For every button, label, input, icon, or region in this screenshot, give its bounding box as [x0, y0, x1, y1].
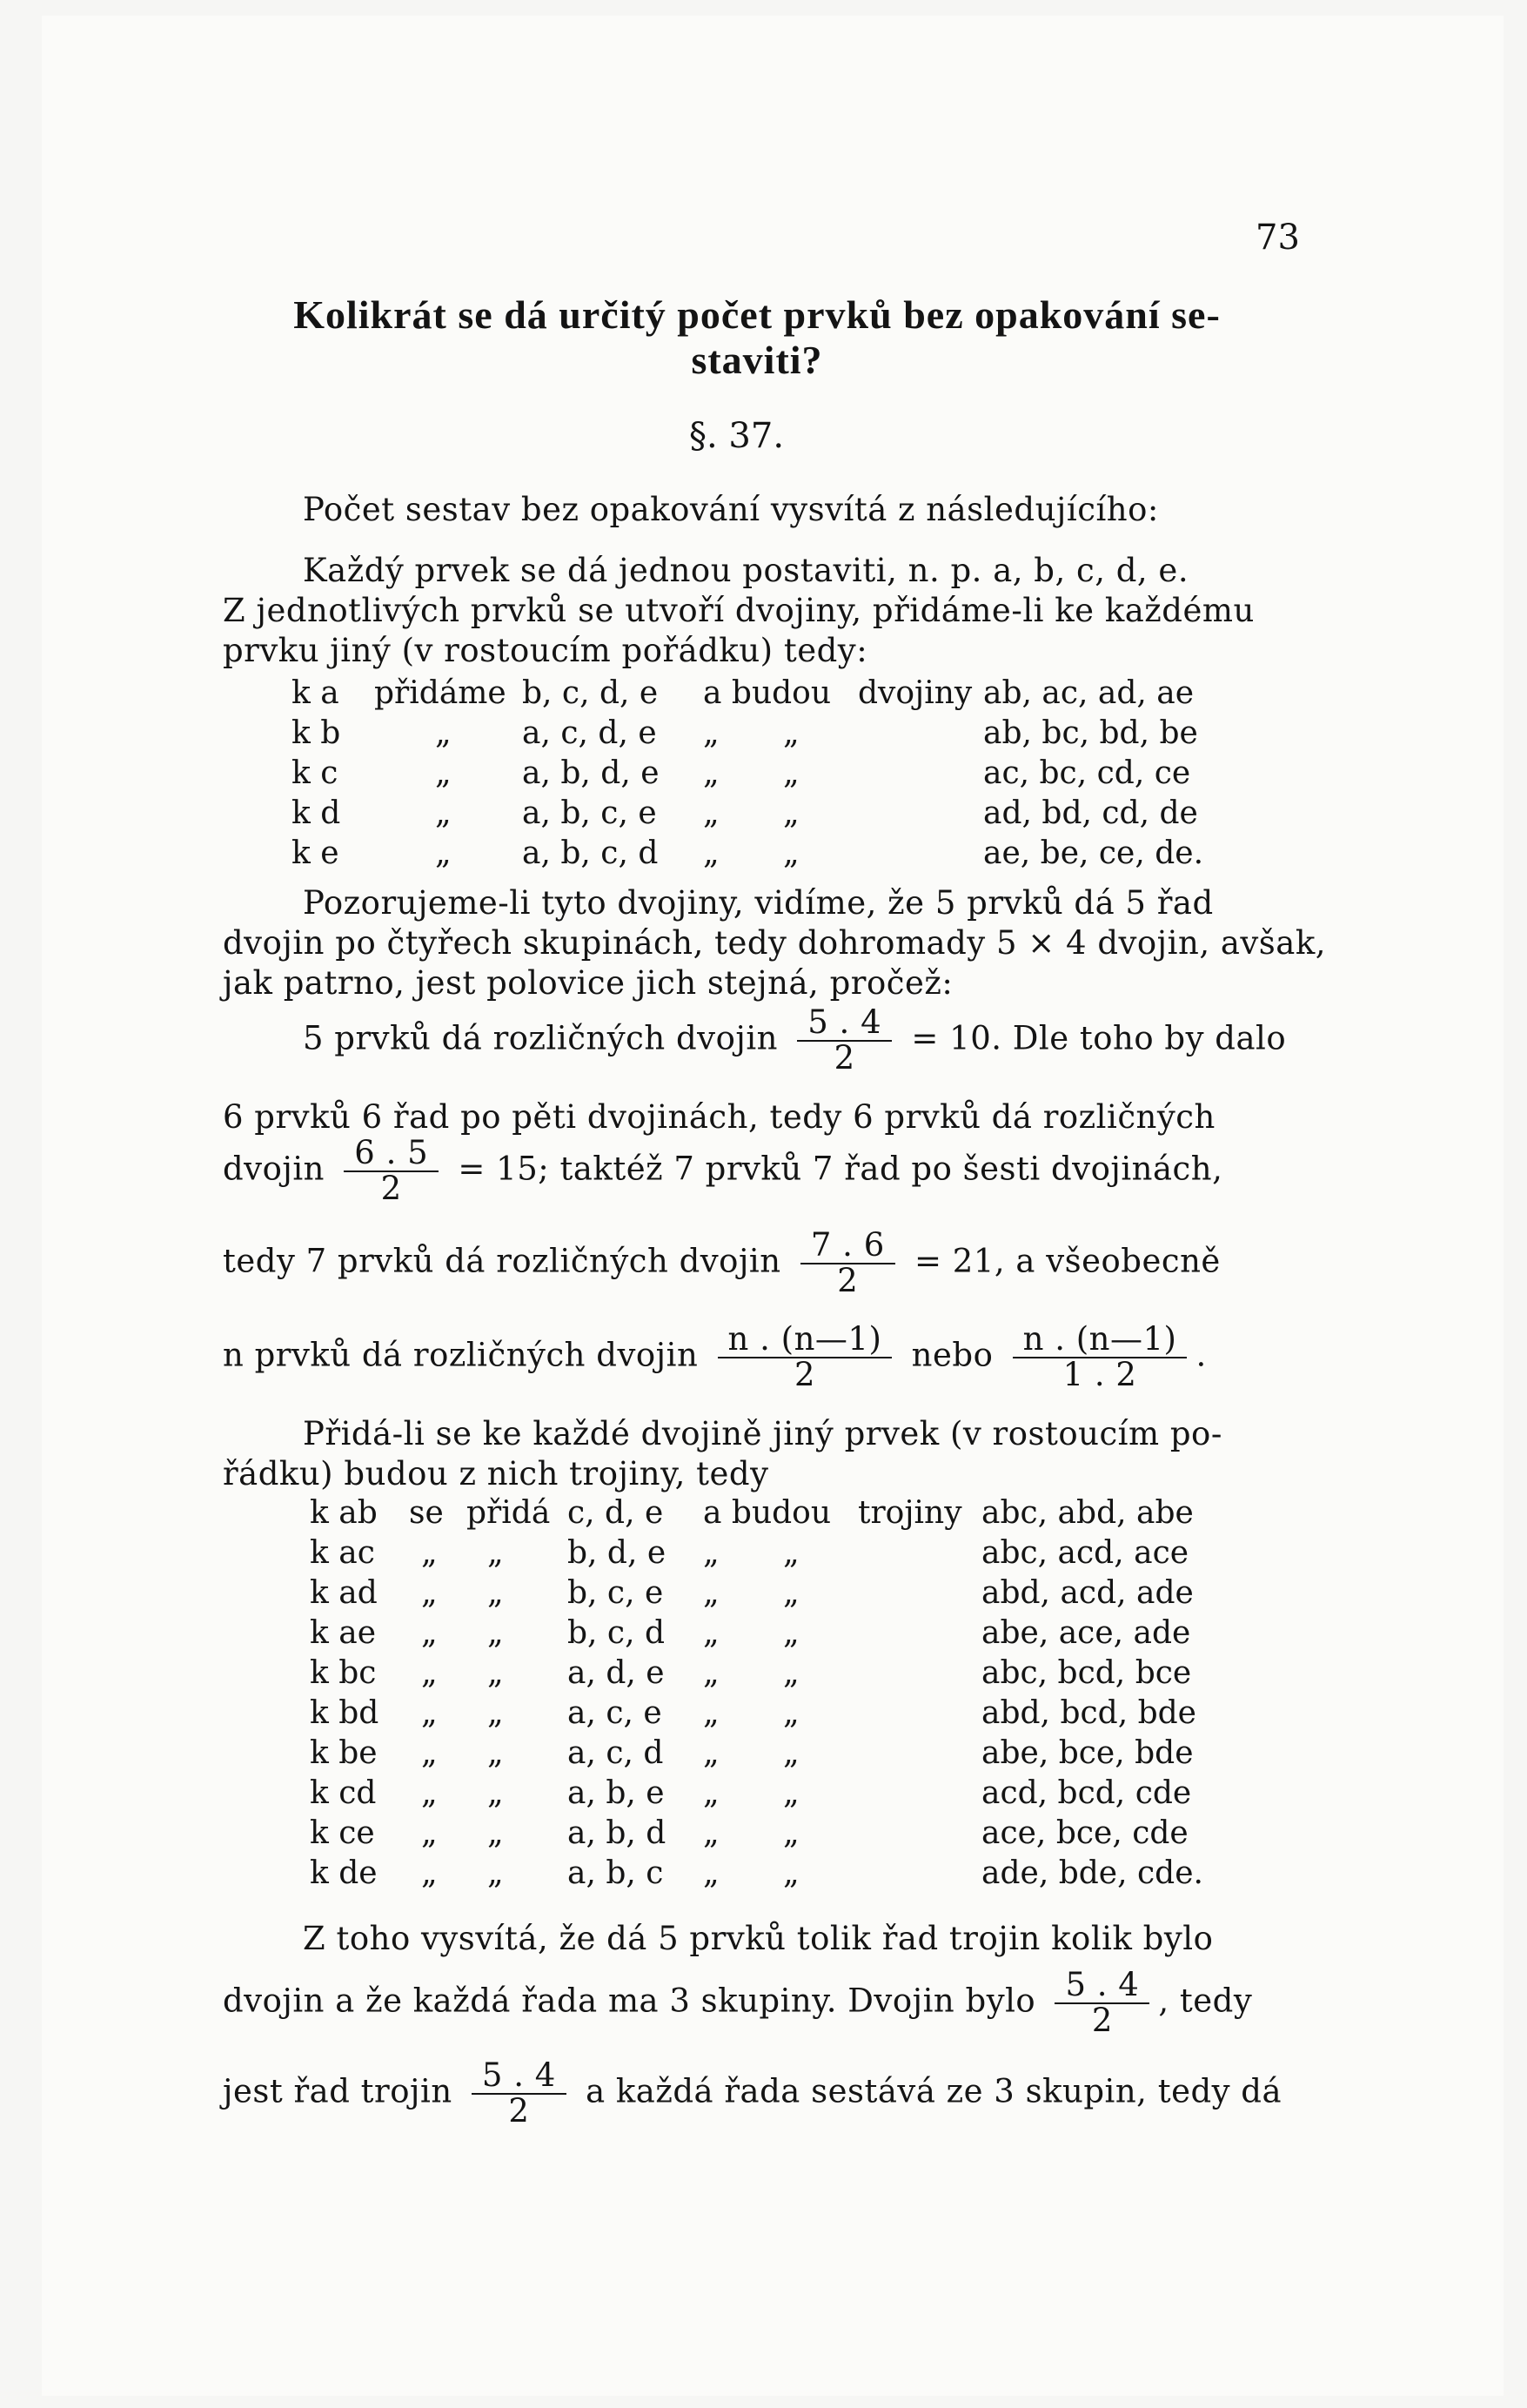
row-added: a, b, e [567, 1775, 665, 1811]
row-result: abc, acd, ace [981, 1535, 1189, 1571]
fraction [797, 1003, 892, 1077]
row-ditto-1: „ [703, 1575, 720, 1611]
fraction-numerator: 5 . 4 [1055, 1969, 1149, 2004]
fraction-denominator: 2 [508, 2091, 530, 2130]
row-verb: „ [435, 755, 452, 791]
row-result: ab, bc, bd, be [983, 715, 1198, 751]
row-ditto-2: dvojiny [858, 675, 973, 711]
intro-line-3: Z jednotlivých prvků se utvoří dvojiny, přidáme-li ke každému [223, 592, 1255, 629]
fraction-numerator: 7 . 6 [800, 1229, 895, 1264]
section-title [200, 292, 1314, 383]
formula-line-5 [223, 1966, 1253, 2039]
formula-text: dvojin a že každá řada ma 3 skupiny. Dvojin bylo [223, 1982, 1036, 2020]
observation-line-2: dvojin po čtyřech skupinách, tedy dohromady 5 × 4 dvojin, avšak, [223, 924, 1327, 962]
formula-text: a každá řada sestává ze 3 skupin, tedy dá [586, 2072, 1283, 2110]
row-ditto-s: „ [421, 1815, 438, 1851]
formula-text: = 15; taktéž 7 prvků 7 řad po šesti dvojinách, [458, 1150, 1223, 1188]
row-key: k ab [310, 1495, 378, 1531]
row-ditto-2: „ [783, 795, 800, 831]
conclusion-line-1: Z toho vysvítá, že dá 5 prvků tolik řad trojin kolik bylo [303, 1920, 1214, 1957]
row-ditto-s: „ [421, 1735, 438, 1771]
row-result: ac, bc, cd, ce [983, 755, 1191, 791]
row-ditto-2: „ [783, 715, 800, 751]
row-key: k a [291, 675, 339, 711]
row-ditto-2: „ [783, 755, 800, 791]
formula-line-2 [223, 1134, 1223, 1207]
formula-text: = 21, a všeobecně [914, 1242, 1221, 1280]
intro-line-2: Každý prvek se dá jednou postaviti, n. p. a, b, c, d, e. [303, 552, 1189, 589]
section-title-line-2: staviti? [691, 338, 823, 382]
intro-line-1: Počet sestav bez opakování vysvítá z následujícího: [303, 491, 1159, 528]
formula-line-1 [303, 1003, 1287, 1077]
formula-text: n prvků dá rozličných dvojin [223, 1336, 699, 1374]
row-ditto-p: „ [487, 1775, 504, 1811]
fraction [1055, 1966, 1149, 2039]
formula-text: tedy 7 prvků dá rozličných dvojin [223, 1242, 781, 1280]
observation-line-1: Pozorujeme-li tyto dvojiny, vidíme, že 5 prvků dá 5 řad [303, 884, 1214, 922]
section-number: §. 37. [689, 416, 785, 456]
row-ditto-2: „ [783, 1735, 800, 1771]
row-ditto-1: „ [703, 715, 720, 751]
row-ditto-p: „ [487, 1855, 504, 1891]
row-key: k ce [310, 1815, 375, 1851]
row-result: ade, bde, cde. [981, 1855, 1203, 1891]
row-ditto-1: „ [703, 1775, 720, 1811]
formula-line-3 [223, 1226, 1221, 1299]
row-ditto-1: a budou [703, 675, 832, 711]
row-key: k e [291, 835, 339, 871]
row-added: a, b, c, d [522, 835, 659, 871]
row-ditto-1: „ [703, 1695, 720, 1731]
row-key: k b [291, 715, 341, 751]
formula-text: nebo [911, 1336, 994, 1374]
row-result: ad, bd, cd, de [983, 795, 1198, 831]
row-ditto-p: přidá [466, 1495, 551, 1531]
row-result: ae, be, ce, de. [983, 835, 1204, 871]
fraction-denominator: 2 [794, 1355, 815, 1393]
row-key: k ae [310, 1615, 377, 1651]
row-ditto-s: „ [421, 1575, 438, 1611]
observation-line-3: jak patrno, jest polovice jich stejná, pročež: [223, 964, 954, 1002]
row-ditto-p: „ [487, 1815, 504, 1851]
row-ditto-2: „ [783, 835, 800, 871]
fraction-denominator: 2 [837, 1261, 859, 1299]
row-added: c, d, e [567, 1495, 664, 1531]
row-ditto-1: „ [703, 1735, 720, 1771]
row-ditto-2: trojiny [858, 1495, 962, 1531]
row-ditto-1: „ [703, 1615, 720, 1651]
row-result: abe, ace, ade [981, 1615, 1191, 1651]
row-result: ab, ac, ad, ae [983, 675, 1195, 711]
row-ditto-2: „ [783, 1855, 800, 1891]
row-added: b, c, e [567, 1575, 664, 1611]
row-ditto-1: „ [703, 835, 720, 871]
row-key: k bc [310, 1655, 377, 1691]
row-key: k c [291, 755, 338, 791]
row-added: b, c, d, e [522, 675, 659, 711]
row-ditto-s: „ [421, 1655, 438, 1691]
row-ditto-1: „ [703, 1535, 720, 1571]
fraction [800, 1226, 895, 1299]
row-ditto-p: „ [487, 1535, 504, 1571]
row-ditto-2: „ [783, 1655, 800, 1691]
row-ditto-p: „ [487, 1575, 504, 1611]
row-added: a, b, c, e [522, 795, 657, 831]
row-ditto-s: „ [421, 1775, 438, 1811]
row-key: k bd [310, 1695, 379, 1731]
row-ditto-1: „ [703, 755, 720, 791]
row-key: k ad [310, 1575, 378, 1611]
fraction [344, 1134, 439, 1207]
row-result: ace, bce, cde [981, 1815, 1189, 1851]
row-ditto-p: „ [487, 1615, 504, 1651]
fraction [472, 2056, 566, 2130]
text-line-six: 6 prvků 6 řad po pěti dvojinách, tedy 6 prvků dá rozličných [223, 1098, 1216, 1136]
fraction-numerator: 5 . 4 [797, 1006, 892, 1042]
fraction [718, 1320, 893, 1393]
formula-text: jest řad trojin [223, 2072, 452, 2110]
row-ditto-2: „ [783, 1775, 800, 1811]
fraction-numerator: n . (n—1) [718, 1323, 893, 1358]
formula-text: , tedy [1158, 1982, 1253, 2020]
row-ditto-1: „ [703, 1815, 720, 1851]
formula-text: = 10. Dle toho by dalo [911, 1019, 1287, 1057]
page-number: 73 [1256, 218, 1300, 258]
fraction-denominator: 2 [1091, 2001, 1113, 2039]
fraction [1013, 1320, 1188, 1393]
row-added: a, c, d [567, 1735, 664, 1771]
row-verb: přidáme [374, 675, 506, 711]
row-ditto-s: se [409, 1495, 444, 1531]
row-added: b, d, e [567, 1535, 666, 1571]
row-result: abe, bce, bde [981, 1735, 1194, 1771]
row-added: a, c, e [567, 1695, 662, 1731]
row-verb: „ [435, 795, 452, 831]
row-ditto-p: „ [487, 1655, 504, 1691]
section-title-line-1: Kolikrát se dá určitý počet prvků bez opakování se- [293, 292, 1221, 337]
fraction-numerator: n . (n—1) [1013, 1323, 1188, 1358]
row-ditto-2: „ [783, 1695, 800, 1731]
row-ditto-1: „ [703, 795, 720, 831]
row-ditto-s: „ [421, 1855, 438, 1891]
row-verb: „ [435, 835, 452, 871]
row-result: abc, bcd, bce [981, 1655, 1192, 1691]
fraction-numerator: 5 . 4 [472, 2059, 566, 2095]
fraction-denominator: 2 [834, 1038, 855, 1077]
row-key: k ac [310, 1535, 375, 1571]
row-ditto-p: „ [487, 1695, 504, 1731]
row-key: k cd [310, 1775, 377, 1811]
row-added: a, d, e [567, 1655, 665, 1691]
row-ditto-2: „ [783, 1535, 800, 1571]
row-added: a, b, d [567, 1815, 666, 1851]
row-verb: „ [435, 715, 452, 751]
row-ditto-1: a budou [703, 1495, 832, 1531]
intro-line-4: prvku jiný (v rostoucím pořádku) tedy: [223, 632, 868, 669]
row-ditto-2: „ [783, 1615, 800, 1651]
fraction-denominator: 2 [380, 1169, 402, 1207]
row-result: acd, bcd, cde [981, 1775, 1192, 1811]
fraction-numerator: 6 . 5 [344, 1137, 439, 1172]
formula-text: . [1195, 1336, 1207, 1374]
row-ditto-p: „ [487, 1735, 504, 1771]
formula-line-4 [223, 1320, 1207, 1393]
triples-intro-line-1: Přidá-li se ke každé dvojině jiný prvek (v rostoucím po- [303, 1415, 1222, 1452]
row-key: k de [310, 1855, 378, 1891]
row-ditto-2: „ [783, 1815, 800, 1851]
row-added: a, c, d, e [522, 715, 657, 751]
row-key: k d [291, 795, 341, 831]
row-ditto-2: „ [783, 1575, 800, 1611]
fraction-denominator: 1 . 2 [1062, 1355, 1137, 1393]
row-added: b, c, d [567, 1615, 666, 1651]
formula-text: dvojin [223, 1150, 325, 1188]
formula-line-6 [223, 2056, 1283, 2130]
row-result: abd, bcd, bde [981, 1695, 1196, 1731]
row-added: a, b, c [567, 1855, 664, 1891]
formula-text: 5 prvků dá rozličných dvojin [303, 1019, 778, 1057]
row-ditto-1: „ [703, 1655, 720, 1691]
row-added: a, b, d, e [522, 755, 660, 791]
row-result: abd, acd, ade [981, 1575, 1194, 1611]
row-ditto-s: „ [421, 1615, 438, 1651]
row-key: k be [310, 1735, 378, 1771]
row-result: abc, abd, abe [981, 1495, 1194, 1531]
triples-intro-line-2: řádku) budou z nich trojiny, tedy [223, 1455, 769, 1492]
row-ditto-s: „ [421, 1535, 438, 1571]
row-ditto-1: „ [703, 1855, 720, 1891]
row-ditto-s: „ [421, 1695, 438, 1731]
